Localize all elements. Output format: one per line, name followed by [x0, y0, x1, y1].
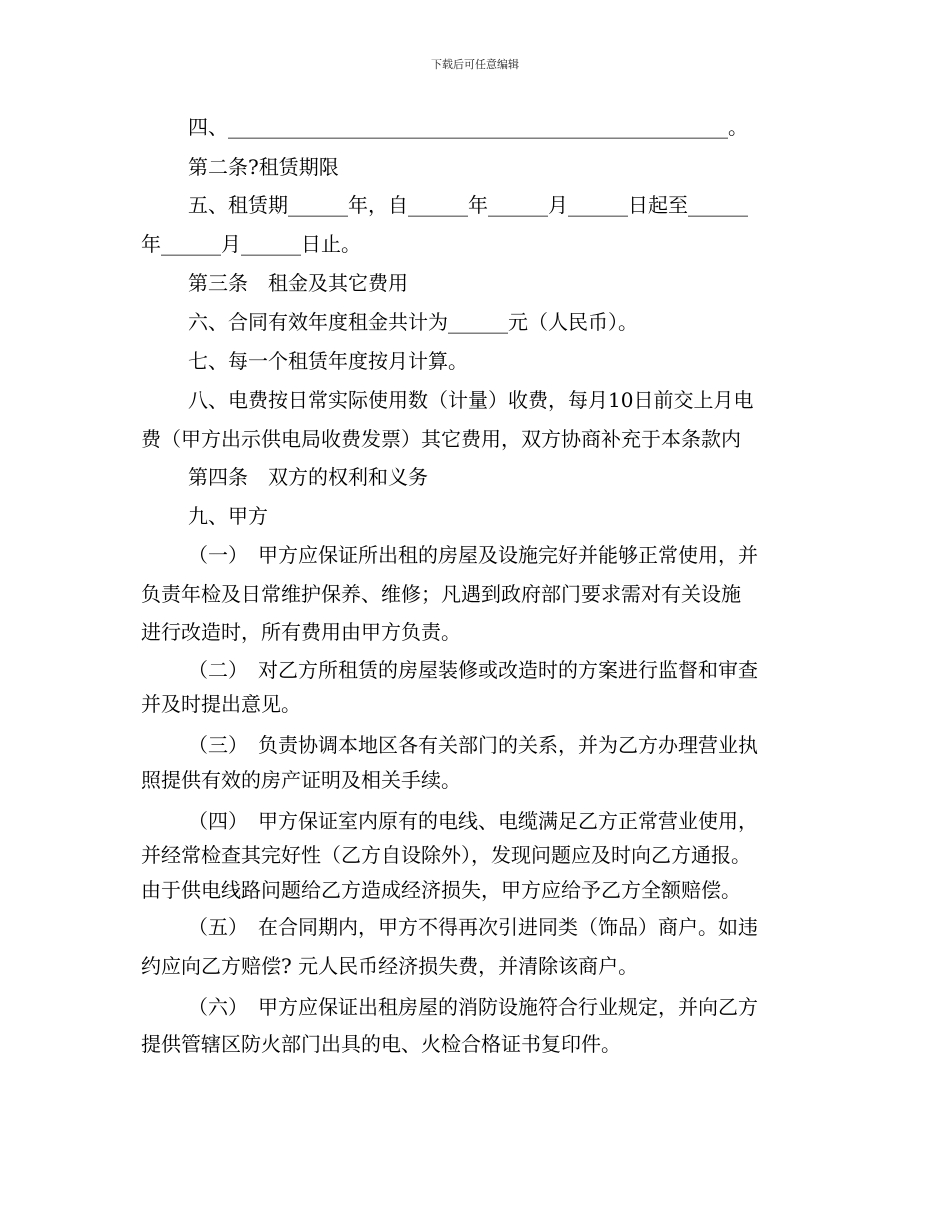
clause-6: 六、合同有效年度租金共计为______元（人民币）。 — [188, 310, 638, 334]
item-4-line-2: 并经常检查其完好性（乙方自设除外），发现问题应及时向乙方通报。 — [141, 843, 751, 867]
clause-5-line-2: 年______月______日止。 — [141, 232, 361, 256]
item-6-line-1: （六） 甲方应保证出租房屋的消防设施符合行业规定，并向乙方 — [188, 995, 758, 1019]
article-2-heading: 第二条?租赁期限 — [188, 155, 339, 179]
clause-4: 四、__________________________________________________。 — [188, 115, 748, 139]
item-6-line-2: 提供管辖区防火部门出具的电、火检合格证书复印件。 — [141, 1032, 621, 1056]
item-3-line-2: 照提供有效的房产证明及相关手续。 — [141, 768, 461, 792]
item-4-line-3: 由于供电线路问题给乙方造成经济损失，甲方应给予乙方全额赔偿。 — [141, 878, 741, 902]
clause-8-line-1: 八、电费按日常实际使用数（计量）收费，每月10日前交上月电 — [188, 388, 754, 412]
clause-5-line-1: 五、租赁期______年，自______年______月______日起至______ — [188, 193, 748, 217]
article-3-heading: 第三条 租金及其它费用 — [188, 271, 408, 295]
item-3-line-1: （三） 负责协调本地区各有关部门的关系，并为乙方办理营业执 — [188, 733, 758, 757]
clause-8-line-2: 费（甲方出示供电局收费发票）其它费用，双方协商补充于本条款内 — [141, 427, 741, 451]
item-1-line-3: 进行改造时，所有费用由甲方负责。 — [141, 620, 461, 644]
item-5-line-1: （五） 在合同期内，甲方不得再次引进同类（饰品）商户。如违 — [188, 915, 758, 939]
clause-7: 七、每一个租赁年度按月计算。 — [188, 349, 468, 373]
item-5-line-2: 约应向乙方赔偿? 元人民币经济损失费，并清除该商户。 — [141, 954, 639, 978]
item-2-line-2: 并及时提出意见。 — [141, 692, 301, 716]
item-1-line-2: 负责年检及日常维护保养、维修；凡遇到政府部门要求需对有关设施 — [141, 582, 741, 606]
article-4-heading: 第四条 双方的权利和义务 — [188, 465, 428, 489]
page-header: 下载后可任意编辑 — [431, 58, 519, 71]
clause-9-heading: 九、甲方 — [188, 504, 268, 528]
item-4-line-1: （四） 甲方保证室内原有的电线、电缆满足乙方正常营业使用， — [188, 809, 758, 833]
item-1-line-1: （一） 甲方应保证所出租的房屋及设施完好并能够正常使用，并 — [188, 543, 758, 567]
item-2-line-1: （二） 对乙方所租赁的房屋装修或改造时的方案进行监督和审查 — [188, 658, 758, 682]
